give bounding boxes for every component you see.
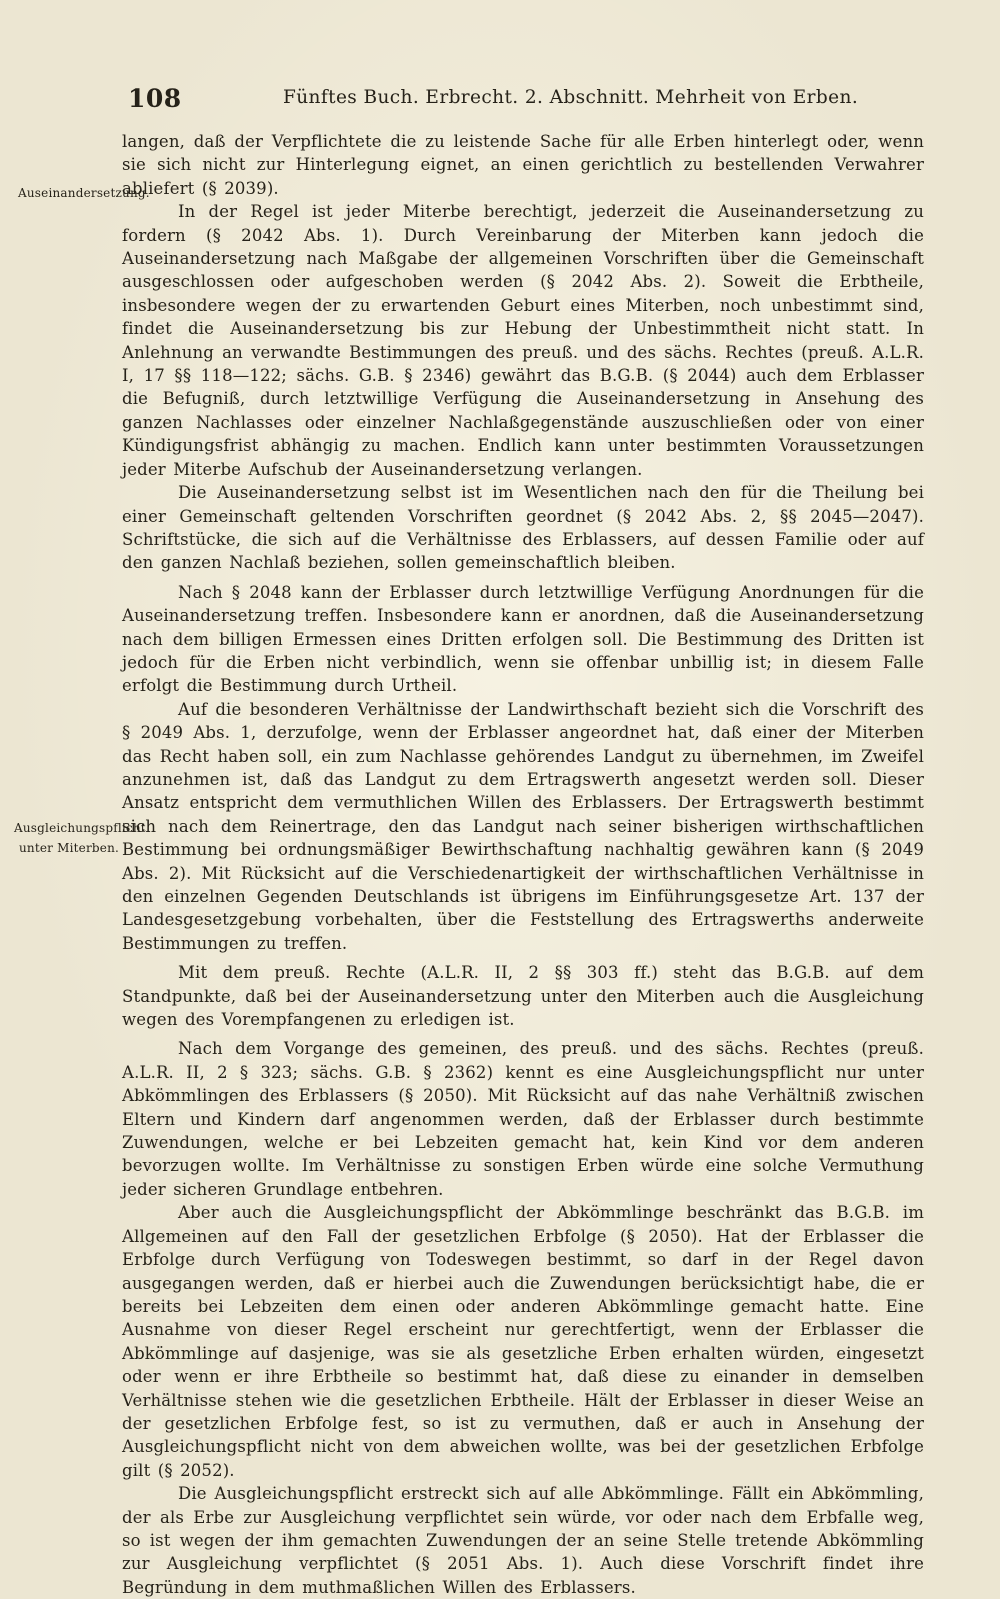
paragraph: In der Regel ist jeder Miterbe berechtigt, jederzeit die Auseinandersetzung zu fordern (§ 2042 Abs. 1). Durch Vereinbarung der Miterben kann jedoch die Auseinandersetzung nach Maßgabe der allgemeinen Vorschriften über die Gemeinschaft ausgeschlossen oder aufgeschoben werden (§ 2042 Abs. 2). Soweit die Erbtheile, insbesondere wegen der zu erwartenden Geburt eines Miterben, noch unbestimmt sind, findet die Auseinandersetzung bis zur Hebung der Unbestimmtheit nicht statt. In Anlehnung an verwandte Bestimmungen des preuß. und des sächs. Rechtes (preuß. A.L.R. I, 17 §§ 118—122; sächs. G.B. § 2346) gewährt das B.G.B. (§ 2044) auch dem Erblasser die Befugniß, durch letztwillige Verfügung die Auseinandersetzung in Ansehung des ganzen Nachlasses oder einzelner Nachlaßgegenstände auszuschließen oder von einer Kündigungsfrist abhängig zu machen. Endlich kann unter bestimmten Voraussetzungen jeder Miterbe Aufschub der Auseinandersetzung verlangen.: [122, 202, 924, 479]
paragraph: Auf die besonderen Verhältnisse der Landwirthschaft bezieht sich die Vorschrift des § 2049 Abs. 1, derzufolge, wenn der Erblasser angeordnet hat, daß einer der Miterben das Recht haben soll, ein zum Nachlasse gehörendes Landgut zu übernehmen, im Zweifel anzunehmen ist, daß das Landgut zu dem Ertragswerth angesetzt werden soll. Dieser Ansatz entspricht dem vermuthlichen Willen des Erblassers. Der Ertragswerth bestimmt sich nach dem Reinertrage, den das Landgut nach seiner bisherigen wirthschaftlichen Bestimmung bei ordnungsmäßiger Bewirthschaftung nachhaltig gewähren kann (§ 2049 Abs. 2). Mit Rücksicht auf die Verschiedenartigkeit der wirthschaftlichen Verhältnisse in den einzelnen Gegenden Deutschlands ist übrigens im Einführungsgesetze Art. 137 der Landesgesetzgebung vorbehalten, über die Feststellung des Ertragswerths anderweite Bestimmungen zu treffen.: [122, 699, 924, 953]
running-title: Fünftes Buch. Erbrecht. 2. Abschnitt. Mehrheit von Erben.: [283, 87, 859, 108]
body-text: [122, 130, 924, 1599]
paragraph: Mit dem preuß. Rechte (A.L.R. II, 2 §§ 303 ff.) steht das B.G.B. auf dem Standpunkte, daß bei der Auseinandersetzung unter den Miterben auch die Ausgleichung wegen des Vorempfangenen zu erledigen ist.: [122, 963, 924, 1030]
paragraph: Aber auch die Ausgleichungspflicht der Abkömmlinge beschränkt das B.G.B. im Allgemeinen auf den Fall der gesetzlichen Erbfolge (§ 2050). Hat der Erblasser die Erbfolge durch Verfügung von Todeswegen bestimmt, so darf in der Regel davon ausgegangen werden, daß er hierbei auch die Zuwendungen berücksichtigt habe, die er bereits bei Lebzeiten dem einen oder anderen Abkömmlinge gemacht hatte. Eine Ausnahme von dieser Regel erscheint nur gerechtfertigt, wenn der Erblasser die Abkömmlinge auf dasjenige, was sie als gesetzliche Erben erhalten würden, eingesetzt oder wenn er ihre Erbtheile so bestimmt hat, daß diese zu einander in demselben Verhältnisse stehen wie die gesetzlichen Erbtheile. Hält der Erblasser in dieser Weise an der gesetzlichen Erbfolge fest, so ist zu vermuthen, daß er auch in Ansehung der Ausgleichungspflicht nicht von dem abweichen wollte, was bei der gesetzlichen Erbfolge gilt (§ 2052).: [122, 1203, 924, 1480]
margin-note-auseinandersetzung: Auseinandersetzung.: [18, 186, 150, 200]
paragraph: Nach § 2048 kann der Erblasser durch letztwillige Verfügung Anordnungen für die Auseinandersetzung treffen. Insbesondere kann er anordnen, daß die Auseinandersetzung nach dem billigen Ermessen eines Dritten erfolgen soll. Die Bestimmung des Dritten ist jedoch für die Erben nicht verbindlich, wenn sie offenbar unbillig ist; in diesem Falle erfolgt die Bestimmung durch Urtheil.: [122, 582, 924, 696]
running-head: [128, 84, 859, 118]
page-number: 108: [128, 84, 182, 113]
paragraph: Die Ausgleichungspflicht erstreckt sich auf alle Abkömmlinge. Fällt ein Abkömmling, der als Erbe zur Ausgleichung verpflichtet sein würde, vor oder nach dem Erbfalle weg, so ist wegen der ihm gemachten Zuwendungen der an seine Stelle tretende Abkömmling zur Ausgleichung verpflichtet (§ 2051 Abs. 1). Auch diese Vorschrift findet ihre Begründung in dem muthmaßlichen Willen des Erblassers.: [122, 1484, 924, 1597]
paragraph-continuation: langen, daß der Verpflichtete die zu leistende Sache für alle Erben hinterlegt oder, wenn sie sich nicht zur Hinterlegung eignet, an einen gerichtlich zu bestellenden Verwahrer abliefert (§ 2039).: [122, 132, 924, 198]
paragraph: Die Auseinandersetzung selbst ist im Wesentlichen nach den für die Theilung bei einer Gemeinschaft geltenden Vorschriften geordnet (§ 2042 Abs. 2, §§ 2045—2047). Schriftstücke, die sich auf die Verhältnisse des Erblassers, auf dessen Familie oder auf den ganzen Nachlaß beziehen, sollen gemeinschaftlich bleiben.: [122, 483, 924, 573]
paragraph: Nach dem Vorgange des gemeinen, des preuß. und des sächs. Rechtes (preuß. A.L.R. II, 2 § 323; sächs. G.B. § 2362) kennt es eine Ausgleichungspflicht nur unter Abkömmlingen des Erblassers (§ 2050). Mit Rücksicht auf das nahe Verhältniß zwischen Eltern und Kindern darf angenommen werden, daß der Erblasser durch bestimmte Zuwendungen, welche er bei Lebzeiten gemacht hat, kein Kind vor dem anderen bevorzugen wollte. Im Verhältnisse zu sonstigen Erben würde eine solche Vermuthung jeder sicheren Grundlage entbehren.: [122, 1039, 924, 1199]
margin-note-ausgleichungspflicht: Ausgleichungspflicht unter Miterben.: [14, 821, 146, 855]
